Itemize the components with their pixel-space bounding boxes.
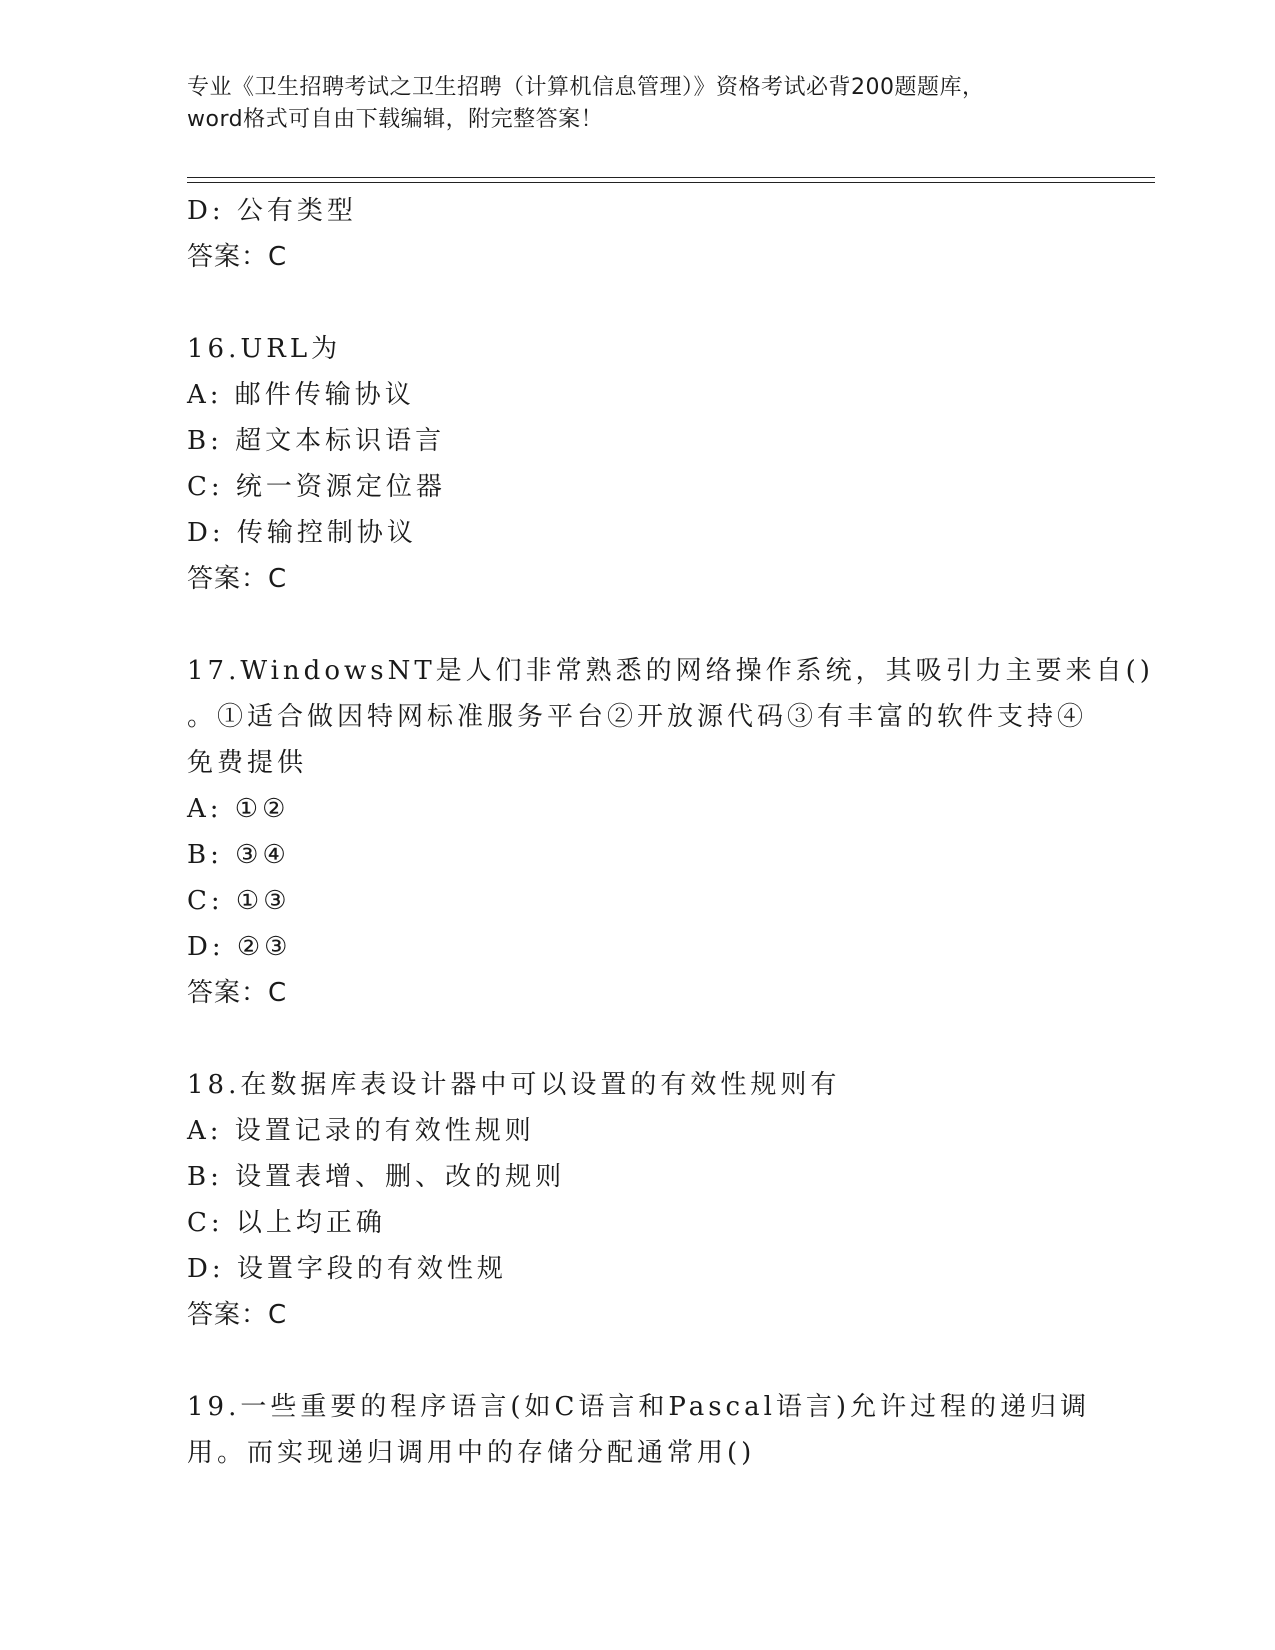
header-divider-top xyxy=(187,177,1155,178)
question-stem-line-1: 17.WindowsNT是人们非常熟悉的网络操作系统，其吸引力主要来自() xyxy=(187,656,1154,686)
option-a: A: 邮件传输协议 xyxy=(187,380,415,410)
header-divider-bottom xyxy=(187,182,1155,183)
option-a: A: ①② xyxy=(187,794,290,824)
option-b: B: ③④ xyxy=(187,840,290,870)
option-d: D: 传输控制协议 xyxy=(187,518,417,548)
option-b: B: 设置表增、删、改的规则 xyxy=(187,1162,566,1192)
spacer xyxy=(187,280,1087,326)
question-15-tail xyxy=(187,188,1087,280)
spacer xyxy=(187,1338,1087,1384)
question-stem-line-2: 用。而实现递归调用中的存储分配通常用() xyxy=(187,1438,756,1468)
answer-label: 答案：C xyxy=(187,242,288,272)
header-line-1: 专业《卫生招聘考试之卫生招聘（计算机信息管理）》资格考试必背200题题库， xyxy=(187,75,985,100)
option-d: D: ②③ xyxy=(187,932,292,962)
option-d: D: 公有类型 xyxy=(187,196,357,226)
answer-label: 答案：C xyxy=(187,564,288,594)
question-stem-line-1: 19.一些重要的程序语言(如C语言和Pascal语言)允许过程的递归调 xyxy=(187,1392,1091,1422)
question-stem: 18.在数据库表设计器中可以设置的有效性规则有 xyxy=(187,1070,841,1100)
option-c: C: 统一资源定位器 xyxy=(187,472,446,502)
question-stem-line-3: 免费提供 xyxy=(187,748,308,778)
header-line-2: word格式可自由下载编辑，附完整答案！ xyxy=(187,107,604,132)
option-b: B: 超文本标识语言 xyxy=(187,426,446,456)
question-17 xyxy=(187,648,1154,1016)
option-c: C: 以上均正确 xyxy=(187,1208,386,1238)
answer-label: 答案：C xyxy=(187,1300,288,1330)
question-18 xyxy=(187,1062,1087,1338)
spacer xyxy=(187,602,1087,648)
option-d: D: 设置字段的有效性规 xyxy=(187,1254,507,1284)
answer-label: 答案：C xyxy=(187,978,288,1008)
question-stem-line-2: 。①适合做因特网标准服务平台②开放源代码③有丰富的软件支持④ xyxy=(187,702,1088,732)
spacer xyxy=(187,1016,1087,1062)
option-c: C: ①③ xyxy=(187,886,291,916)
document-header xyxy=(187,72,1087,136)
question-19 xyxy=(187,1384,1091,1476)
question-16 xyxy=(187,326,1087,602)
option-a: A: 设置记录的有效性规则 xyxy=(187,1116,535,1146)
question-stem: 16.URL为 xyxy=(187,334,342,364)
question-list xyxy=(187,188,1154,1476)
